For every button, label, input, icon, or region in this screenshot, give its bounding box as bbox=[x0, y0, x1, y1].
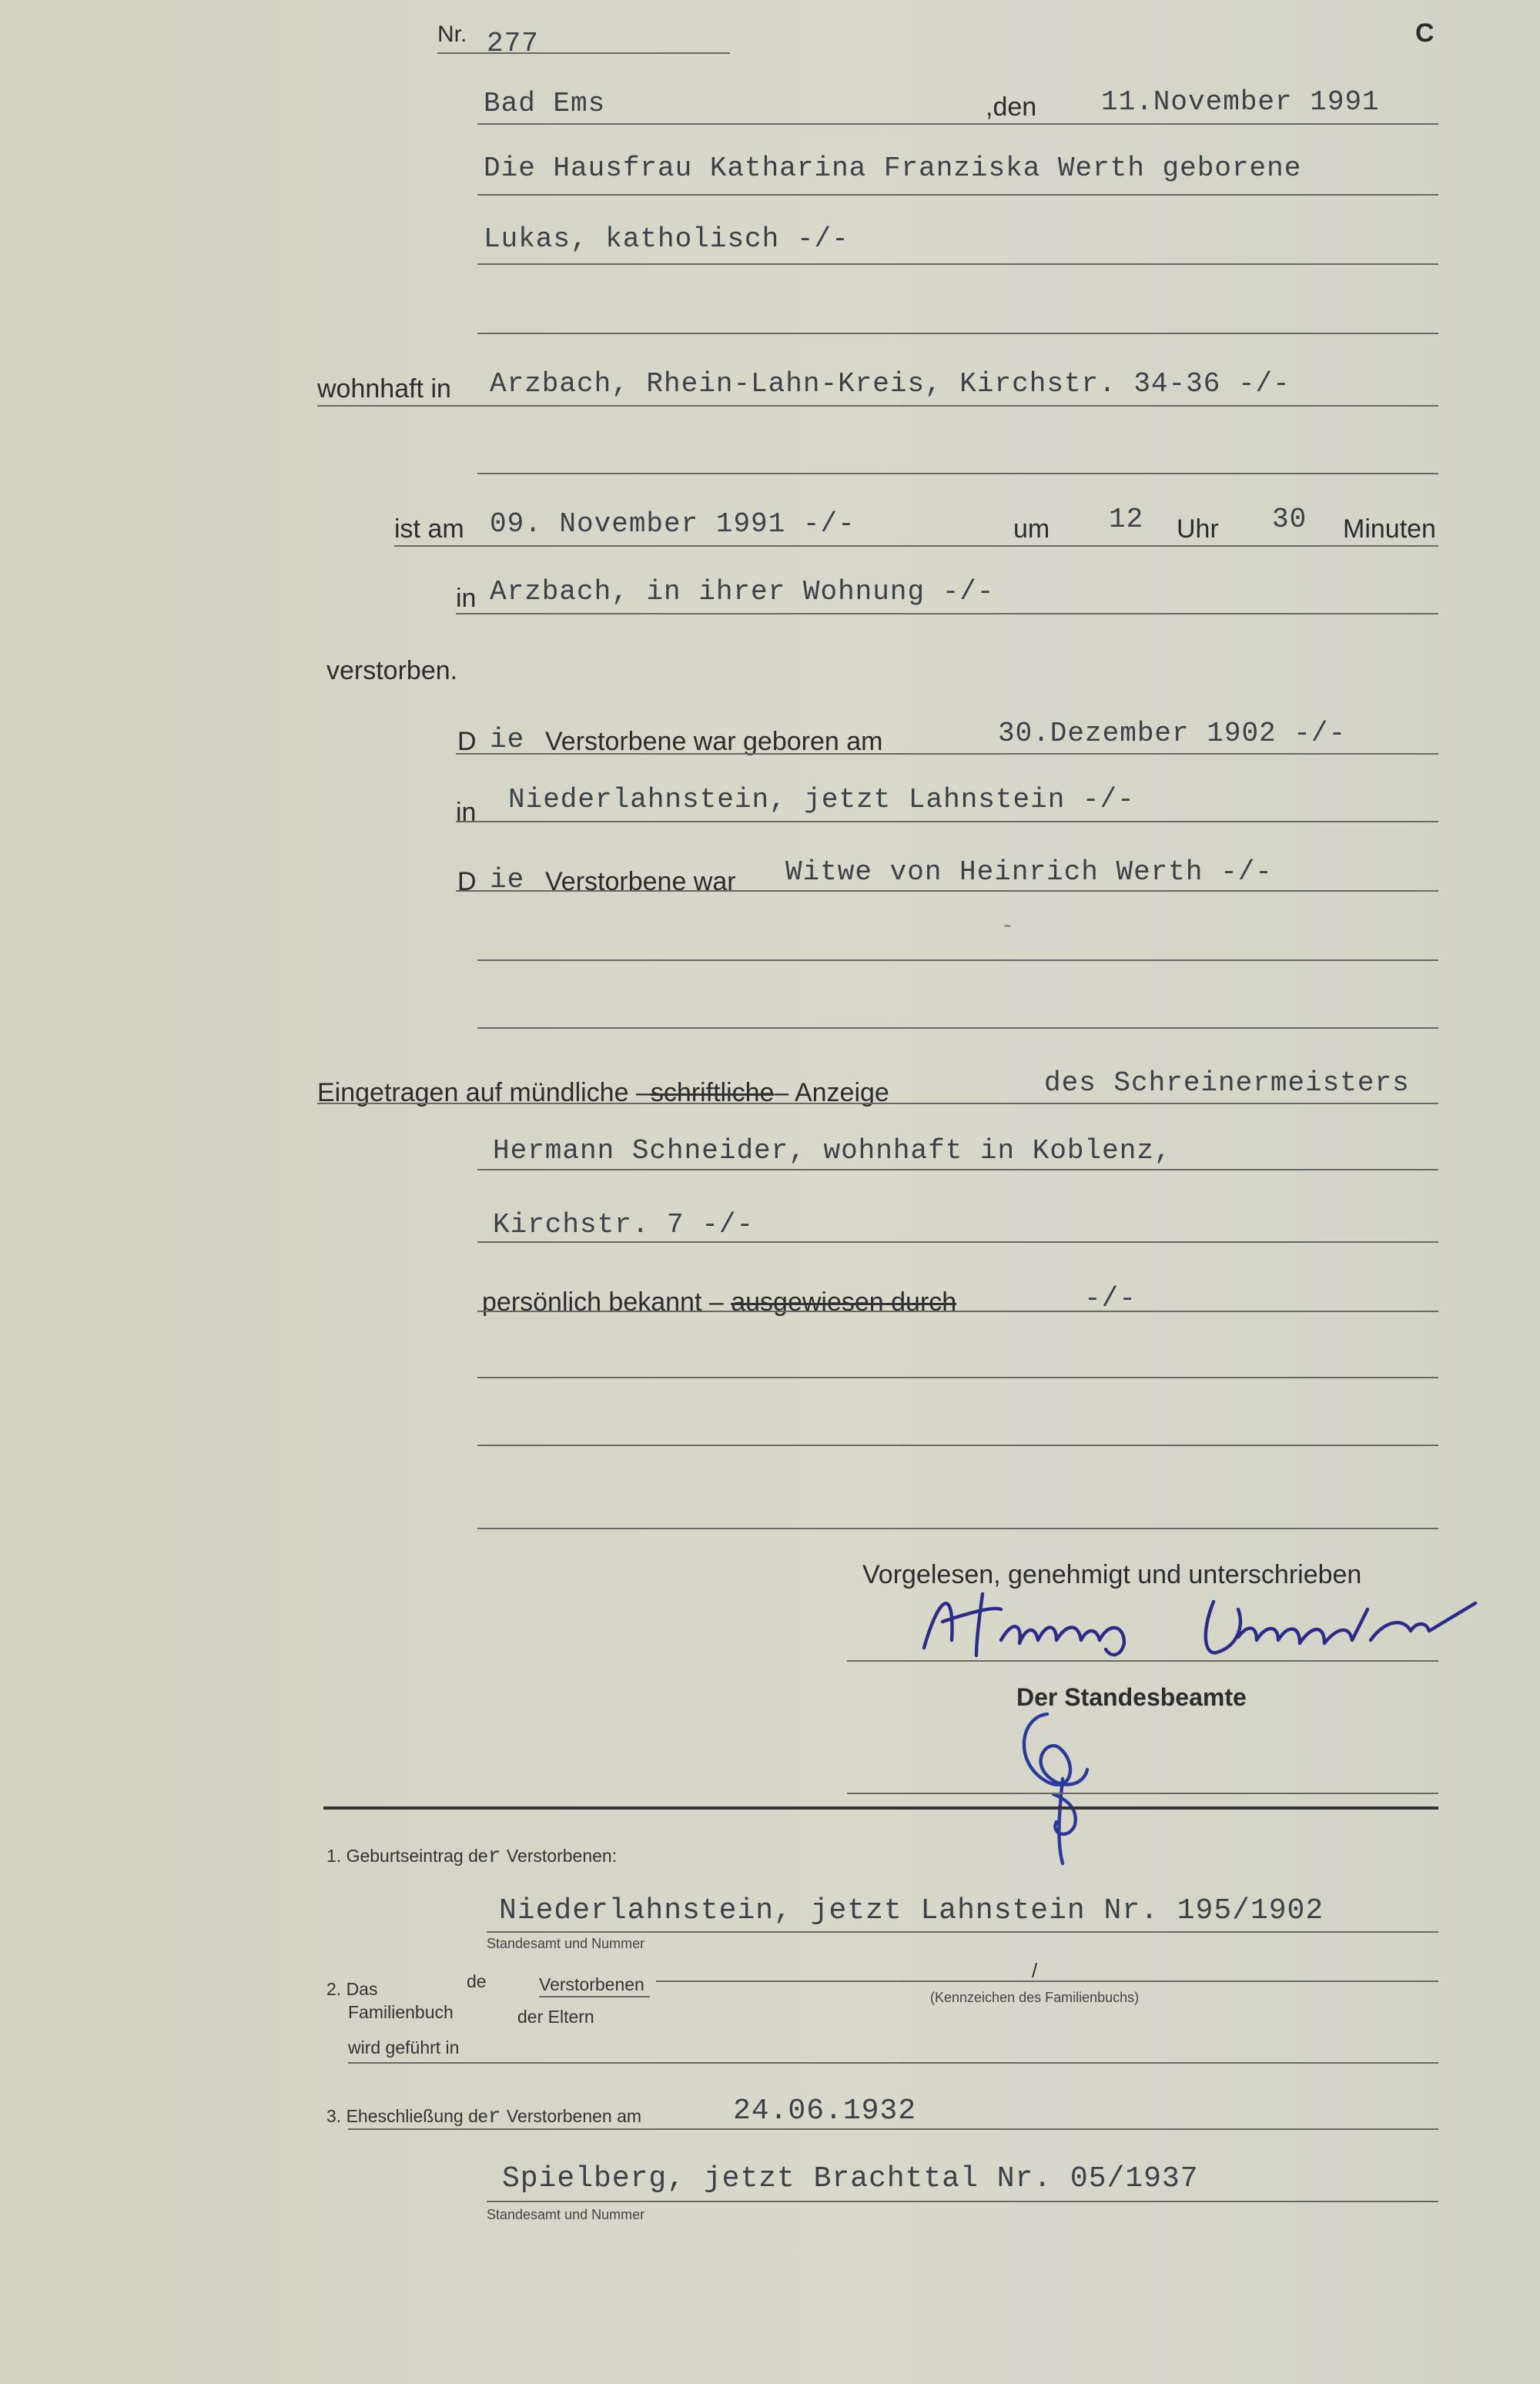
identification-end: -/- bbox=[1084, 1283, 1137, 1314]
footnote-separator bbox=[323, 1806, 1438, 1810]
blank-rule-3 bbox=[477, 1528, 1438, 1529]
birth-in-label: in bbox=[456, 798, 477, 827]
identification-rule bbox=[477, 1311, 1438, 1312]
footnote-2-de: de bbox=[467, 1971, 487, 1991]
person-line-2-rule bbox=[477, 263, 1438, 265]
death-date-rule bbox=[394, 545, 1438, 547]
informant-line-3: Kirchstr. 7 -/- bbox=[493, 1209, 755, 1241]
footnote-2-rule bbox=[656, 1981, 1438, 1982]
footnote-3-caption: Standesamt und Nummer bbox=[487, 2207, 645, 2222]
death-place-rule bbox=[456, 613, 1438, 614]
marital-value: Witwe von Heinrich Werth -/- bbox=[785, 856, 1273, 888]
nr-label: Nr. bbox=[437, 22, 467, 47]
footnote-2-wird-rule bbox=[348, 2062, 1438, 2064]
official-signature bbox=[1001, 1702, 1124, 1871]
registration-rule bbox=[317, 1103, 1438, 1104]
footnote-1-value: Niederlahnstein, jetzt Lahnstein Nr. 195/1902 bbox=[499, 1894, 1324, 1927]
death-hour: 12 bbox=[1109, 504, 1144, 535]
marital-article: ie bbox=[490, 864, 525, 896]
corner-letter: C bbox=[1415, 18, 1435, 48]
footnote-1-caption: Standesamt und Nummer bbox=[487, 1936, 645, 1951]
informant-line-2: Hermann Schneider, wohnhaft in Koblenz, bbox=[493, 1135, 1172, 1167]
footnote-3-label: 3. Eheschließung der Verstorbenen am bbox=[326, 2105, 642, 2129]
footnote-2-slash: / bbox=[1032, 1959, 1038, 1982]
footnote-1-label: 1. Geburtseintrag der Verstorbenen: bbox=[326, 1845, 618, 1869]
footnote-2-verst-rule bbox=[539, 1996, 650, 1997]
ist-am-label: ist am bbox=[394, 514, 464, 544]
person-line-2: Lukas, katholisch -/- bbox=[484, 223, 849, 255]
verstorben-label: verstorben. bbox=[326, 656, 458, 685]
informant-signature-rule bbox=[847, 1660, 1438, 1662]
registration-date: 11.November 1991 bbox=[1101, 86, 1380, 118]
residence-rule bbox=[317, 405, 1438, 407]
residence-value: Arzbach, Rhein-Lahn-Kreis, Kirchstr. 34-36 -/- bbox=[490, 368, 1291, 400]
marital-prefix: D bbox=[457, 867, 477, 896]
residence-rule-2 bbox=[477, 473, 1438, 474]
official-label: Der Standesbeamte bbox=[1016, 1683, 1247, 1711]
birth-label: Verstorbene war geboren am bbox=[545, 727, 883, 756]
residence-label: wohnhaft in bbox=[317, 374, 451, 403]
identification-label: persönlich bekannt – ausgewiesen durch bbox=[482, 1287, 957, 1317]
uhr-label: Uhr bbox=[1177, 514, 1219, 544]
footnote-3-date: 24.06.1932 bbox=[733, 2094, 917, 2128]
blank-rule-1 bbox=[477, 1377, 1438, 1378]
marital-rule bbox=[456, 890, 1438, 892]
marital-label: Verstorbene war bbox=[545, 867, 736, 896]
footnote-3-value: Spielberg, jetzt Brachttal Nr. 05/1937 bbox=[502, 2162, 1199, 2195]
footnote-2-das: 2. Das bbox=[326, 1979, 378, 1999]
footnote-2-verstorbenen: Verstorbenen bbox=[539, 1974, 644, 1994]
footnote-1-rule bbox=[487, 1931, 1438, 1933]
footnote-2-eltern: der Eltern bbox=[517, 2007, 594, 2027]
nr-value: 277 bbox=[487, 28, 539, 59]
place-value: Bad Ems bbox=[484, 88, 606, 119]
birth-date: 30.Dezember 1902 -/- bbox=[998, 718, 1347, 749]
informant-line-1: des Schreinermeisters bbox=[1044, 1067, 1410, 1099]
birth-article: ie bbox=[490, 724, 525, 755]
informant-signature bbox=[909, 1579, 1494, 1671]
struck-ausgewiesen: ausgewiesen durch bbox=[731, 1287, 957, 1317]
minuten-label: Minuten bbox=[1343, 514, 1436, 544]
footnote-2-wird: wird geführt in bbox=[348, 2037, 460, 2058]
official-signature-rule bbox=[847, 1793, 1438, 1794]
registration-label: Eingetragen auf mündliche –schriftliche– Anzeige bbox=[317, 1078, 889, 1107]
um-label: um bbox=[1013, 514, 1050, 544]
death-minutes: 30 bbox=[1272, 504, 1307, 535]
person-line-1-rule bbox=[477, 194, 1438, 196]
birth-place-rule bbox=[456, 821, 1438, 822]
death-date: 09. November 1991 -/- bbox=[490, 508, 855, 540]
birth-place: Niederlahnstein, jetzt Lahnstein -/- bbox=[508, 784, 1135, 815]
marital-rule-2 bbox=[477, 959, 1438, 961]
marital-dash: - bbox=[1001, 915, 1015, 939]
informant-rule-3 bbox=[477, 1241, 1438, 1243]
footnote-3-value-rule bbox=[487, 2201, 1438, 2202]
informant-rule-2 bbox=[477, 1169, 1438, 1170]
person-line-1: Die Hausfrau Katharina Franziska Werth geborene bbox=[484, 152, 1302, 184]
death-in-label: in bbox=[456, 584, 477, 613]
person-line-3-rule bbox=[477, 333, 1438, 334]
struck-schriftliche: schriftliche bbox=[650, 1078, 775, 1107]
birth-prefix: D bbox=[457, 727, 477, 756]
footnote-3-rule bbox=[348, 2128, 1438, 2130]
nr-underline bbox=[437, 52, 730, 54]
footnote-2-caption: (Kennzeichen des Familienbuchs) bbox=[930, 1990, 1140, 2005]
den-label: ,den bbox=[986, 92, 1037, 122]
birth-date-rule bbox=[456, 753, 1438, 755]
death-place: Arzbach, in ihrer Wohnung -/- bbox=[490, 576, 995, 608]
footnote-2-familienbuch: Familienbuch bbox=[348, 2002, 454, 2022]
place-date-line bbox=[477, 123, 1438, 125]
blank-rule-2 bbox=[477, 1445, 1438, 1446]
marital-rule-3 bbox=[477, 1027, 1438, 1029]
vorgelesen-label: Vorgelesen, genehmigt und unterschrieben bbox=[862, 1560, 1362, 1589]
